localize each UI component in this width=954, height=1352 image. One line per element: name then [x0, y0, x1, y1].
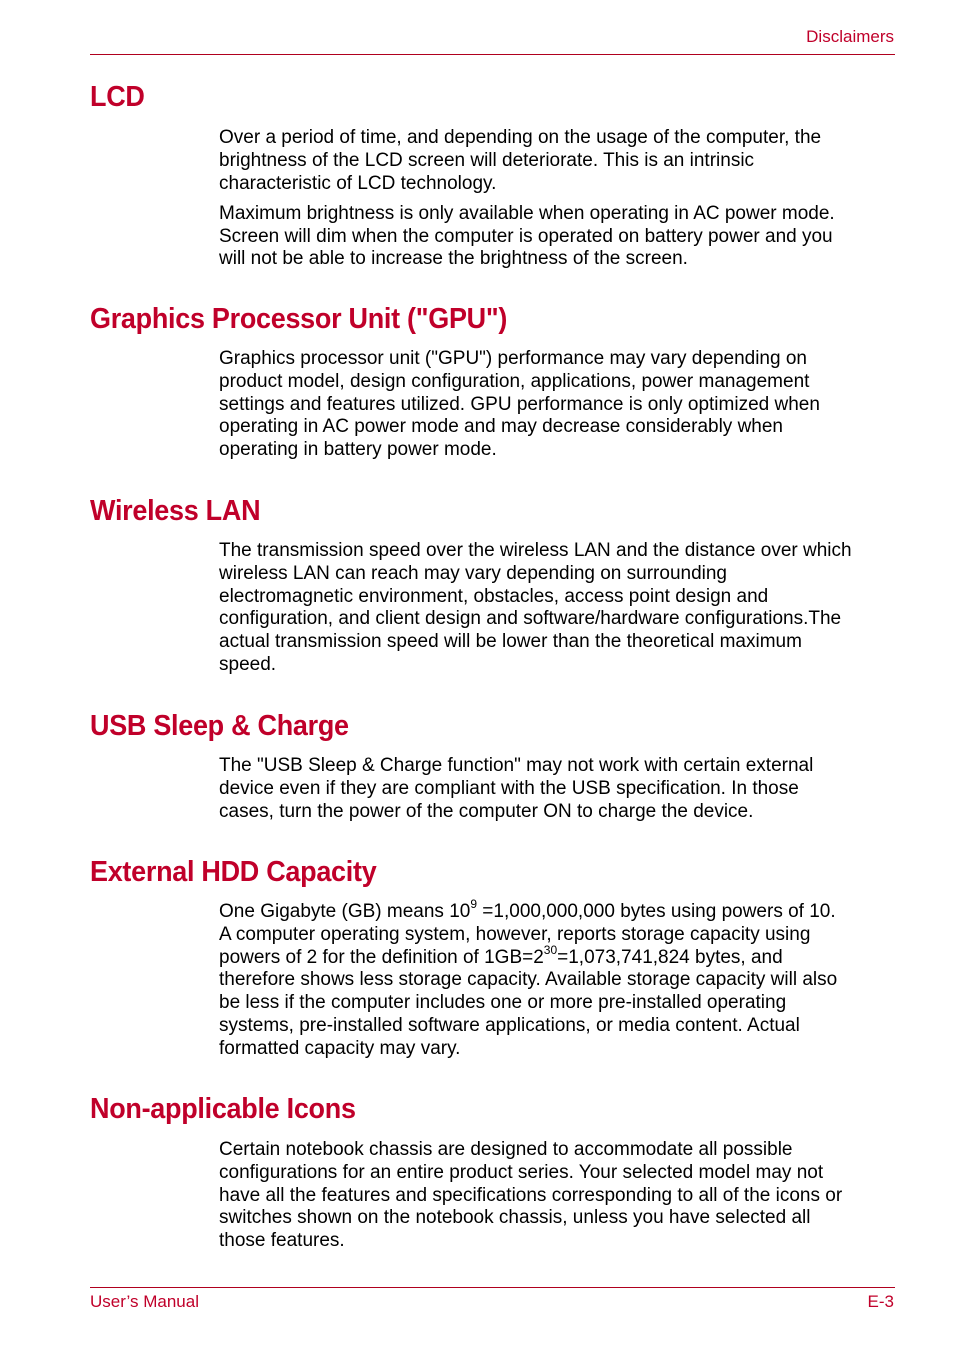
superscript-exponent: 30	[543, 942, 558, 957]
section-body-usb-sleep-charge	[219, 755, 899, 823]
section-title-external-hdd-capacity: External HDD Capacity	[90, 856, 377, 888]
text-line: operating in AC power mode and may decrease considerably when	[219, 416, 783, 438]
text-line: switches shown on the notebook chassis, unless you have selected all	[219, 1207, 811, 1229]
paragraph	[219, 348, 899, 462]
text-line: speed.	[219, 653, 277, 675]
paragraph	[219, 540, 899, 677]
paragraph	[219, 127, 899, 195]
text-line: cases, turn the power of the computer ON to charge the device.	[219, 800, 754, 822]
footer-page-number: E-3	[867, 1292, 894, 1311]
text-line: brightness of the LCD screen will deteriorate. This is an intrinsic	[219, 149, 755, 171]
section-body-external-hdd-capacity	[219, 897, 899, 1061]
header-rule	[90, 54, 895, 55]
text-line: product model, design configuration, applications, power management	[219, 370, 810, 392]
text-line: characteristic of LCD technology.	[219, 172, 497, 194]
footer-manual-title: User’s Manual	[90, 1292, 199, 1311]
text-line: formatted capacity may vary.	[219, 1037, 461, 1059]
section-title-gpu: Graphics Processor Unit ("GPU")	[90, 303, 508, 335]
text-line: actual transmission speed will be lower than the theoretical maximum	[219, 631, 802, 653]
text-line: The transmission speed over the wireless LAN and the distance over which	[219, 540, 852, 561]
text-line: will not be able to increase the brightness of the screen.	[219, 248, 688, 270]
running-header: Disclaimers	[806, 27, 894, 46]
text-line: Maximum brightness is only available when operating in AC power mode.	[219, 202, 835, 224]
text-line: Certain notebook chassis are designed to accommodate all possible	[219, 1139, 793, 1160]
paragraph	[219, 1139, 899, 1253]
text-line	[219, 897, 899, 924]
text-line: therefore shows less storage capacity. Available storage capacity will also	[219, 969, 838, 991]
text-line: wireless LAN can reach may vary depending on surrounding	[219, 562, 727, 584]
text-fragment: powers of 2 for the definition of 1GB=2	[219, 946, 544, 968]
text-line: configuration, and client design and software/hardware configurations.The	[219, 608, 842, 630]
superscript-exponent: 9	[470, 897, 478, 911]
text-line: operating in battery power mode.	[219, 439, 497, 461]
section-body-wireless-lan	[219, 540, 899, 677]
text-line: A computer operating system, however, reports storage capacity using	[219, 923, 811, 945]
section-body-lcd	[219, 127, 899, 271]
section-title-usb-sleep-charge: USB Sleep & Charge	[90, 710, 349, 742]
text-line: settings and features utilized. GPU performance is only optimized when	[219, 393, 820, 415]
paragraph	[219, 897, 899, 1061]
text-line: be less if the computer includes one or more pre-installed operating	[219, 992, 787, 1014]
section-body-non-applicable-icons	[219, 1139, 899, 1253]
text-line: Graphics processor unit ("GPU") performance may vary depending on	[219, 348, 807, 369]
text-fragment: =1,000,000,000 bytes using powers of 10.	[477, 901, 836, 922]
text-fragment: One Gigabyte (GB) means 10	[219, 901, 471, 922]
text-fragment: =1,073,741,824 bytes, and	[557, 946, 783, 968]
text-line	[219, 942, 899, 970]
text-line: those features.	[219, 1230, 345, 1252]
section-body-gpu	[219, 348, 899, 462]
section-title-wireless-lan: Wireless LAN	[90, 495, 261, 527]
paragraph	[219, 203, 899, 271]
text-line: Screen will dim when the computer is operated on battery power and you	[219, 225, 833, 247]
text-line: have all the features and specifications corresponding to all of the icons or	[219, 1184, 843, 1206]
footer-rule	[90, 1287, 895, 1288]
text-line: configurations for an entire product series. Your selected model may not	[219, 1161, 824, 1183]
text-line: device even if they are compliant with the USB specification. In those	[219, 777, 799, 799]
text-line: systems, pre-installed software applications, or media content. Actual	[219, 1014, 800, 1036]
section-title-non-applicable-icons: Non-applicable Icons	[90, 1093, 356, 1125]
section-title-lcd: LCD	[90, 81, 145, 113]
text-line: The "USB Sleep & Charge function" may not work with certain external	[219, 755, 814, 776]
paragraph	[219, 755, 899, 823]
text-line: electromagnetic environment, obstacles, access point design and	[219, 585, 769, 607]
text-line: Over a period of time, and depending on the usage of the computer, the	[219, 127, 822, 148]
